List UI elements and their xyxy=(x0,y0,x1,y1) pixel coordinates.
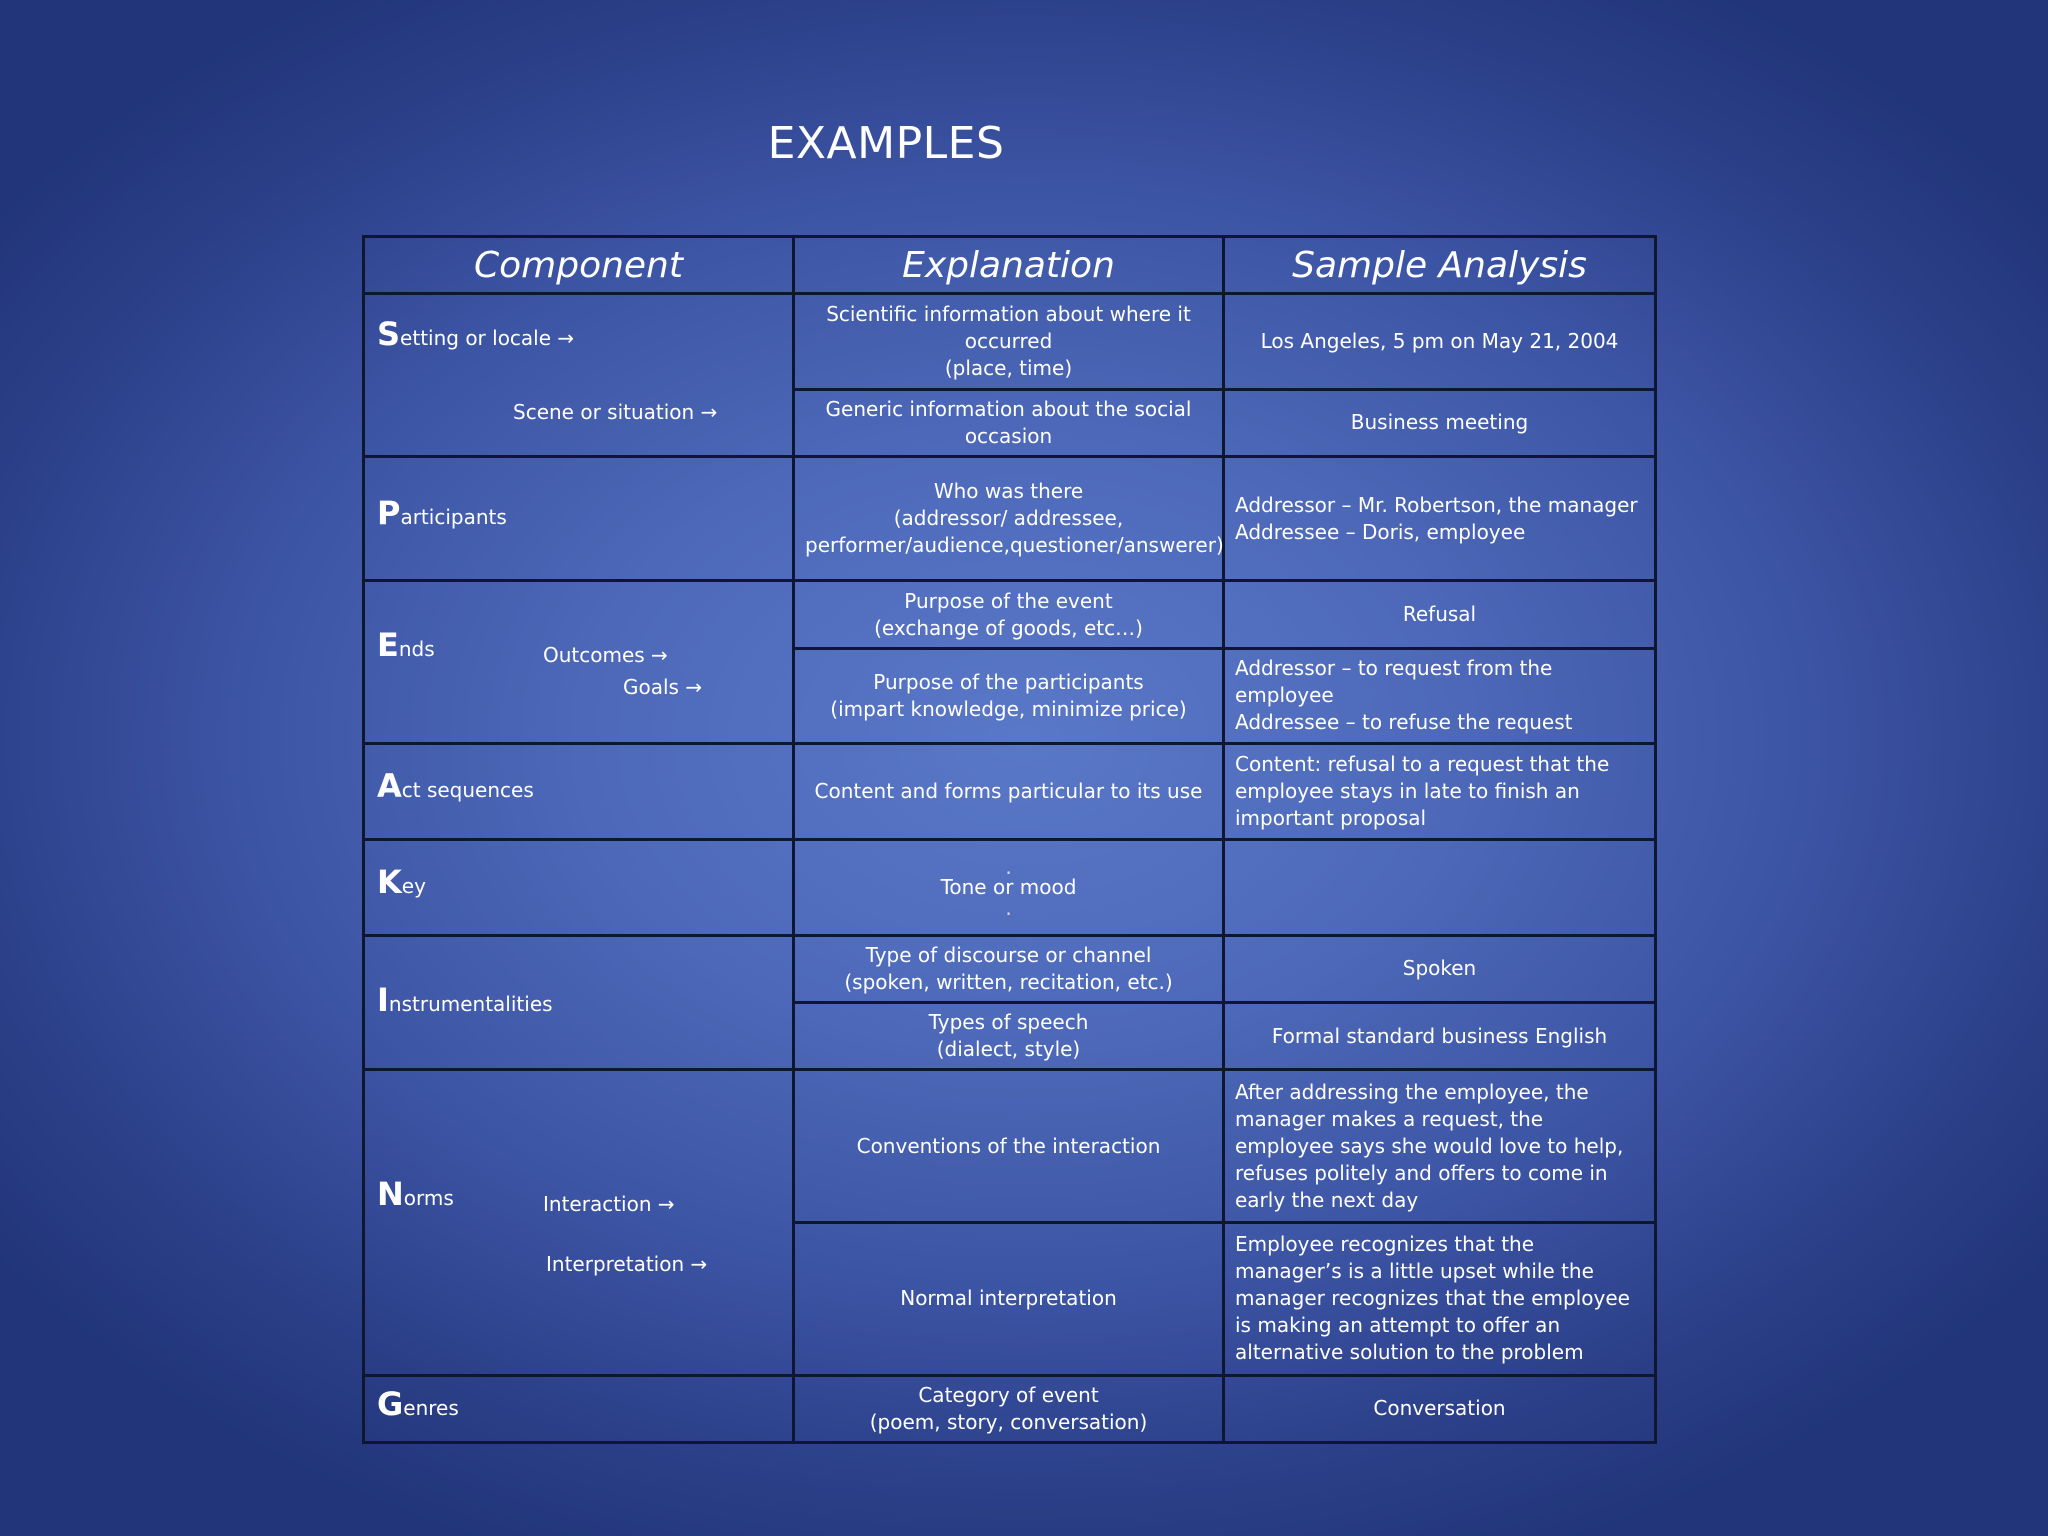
explanation-key-text: Tone or mood xyxy=(940,875,1077,900)
slide-title: EXAMPLES xyxy=(767,118,1005,169)
explanation-norms-interpretation: Normal interpretation xyxy=(794,1223,1224,1376)
explanation-ends-outcomes: Purpose of the event (exchange of goods, etc…) xyxy=(794,581,1224,648)
sample-setting: Los Angeles, 5 pm on May 21, 2004 xyxy=(1224,294,1656,389)
component-act-label: Act sequences xyxy=(377,767,534,806)
component-interpretation-label: Interpretation → xyxy=(546,1252,708,1277)
header-explanation: Explanation xyxy=(794,237,1224,294)
component-interaction-label: Interaction → xyxy=(543,1192,675,1217)
sample-act-sequences: Content: refusal to a request that the employee stays in late to finish an important proposal xyxy=(1224,744,1656,840)
component-genres-label: Genres xyxy=(377,1384,459,1423)
component-participants xyxy=(364,456,794,581)
component-key xyxy=(364,840,794,935)
sample-scene: Business meeting xyxy=(1224,389,1656,456)
explanation-ends-goals: Purpose of the participants (impart knowledge, minimize price) xyxy=(794,648,1224,743)
table-row-act-sequences xyxy=(364,744,1656,840)
explanation-instrumentalities-channel: Type of discourse or channel (spoken, written, recitation, etc.) xyxy=(794,935,1224,1002)
examples-table xyxy=(362,235,1657,1444)
explanation-act-sequences: Content and forms particular to its use xyxy=(794,744,1224,840)
component-outcomes-label: Outcomes → xyxy=(543,643,668,668)
component-instrumentalities-label: Instrumentalities xyxy=(377,980,553,1019)
explanation-norms-interaction: Conventions of the interaction xyxy=(794,1070,1224,1223)
sample-genres: Conversation xyxy=(1224,1375,1656,1442)
table-row-participants xyxy=(364,456,1656,581)
component-genres xyxy=(364,1375,794,1442)
table-row-genres xyxy=(364,1375,1656,1442)
sample-participants: Addressor – Mr. Robertson, the manager Addressee – Doris, employee xyxy=(1224,456,1656,581)
sample-key xyxy=(1224,840,1656,935)
sample-instrumentalities-speech: Formal standard business English xyxy=(1224,1003,1656,1070)
key-dot-top: . xyxy=(1005,855,1012,880)
sample-norms-interaction: After addressing the employee, the manager makes a request, the employee says she would love to help, refuses politely and offers to come in early the next day xyxy=(1224,1070,1656,1223)
explanation-setting xyxy=(794,294,1224,389)
explanation-setting-text: Scientific information about where it occurred (place, time) xyxy=(826,301,1191,380)
component-goals-label: Goals → xyxy=(623,675,703,700)
sample-instrumentalities-channel: Spoken xyxy=(1224,935,1656,1002)
table-row-ends-outcomes xyxy=(364,581,1656,648)
explanation-genres: Category of event (poem, story, conversation) xyxy=(794,1375,1224,1442)
header-row xyxy=(364,237,1656,294)
component-participants-label: Participants xyxy=(377,493,507,532)
component-scene-label: Scene or situation → xyxy=(513,400,718,425)
table-row-norms-interaction xyxy=(364,1070,1656,1223)
explanation-participants: Who was there (addressor/ addressee, performer/audience,questioner/answerer) xyxy=(794,456,1224,581)
header-component: Component xyxy=(364,237,794,294)
component-ends xyxy=(364,581,794,744)
component-ends-label: Ends xyxy=(377,626,435,665)
speaking-model-table xyxy=(362,235,1654,1444)
sample-ends-goals: Addressor – to request from the employee Addressee – to refuse the request xyxy=(1224,648,1656,743)
key-dot-bottom: . xyxy=(1005,896,1012,921)
component-setting-label: Setting or locale → xyxy=(377,315,575,354)
header-sample-analysis: Sample Analysis xyxy=(1224,237,1656,294)
component-key-label: Key xyxy=(377,863,426,902)
component-norms xyxy=(364,1070,794,1375)
explanation-key xyxy=(794,840,1224,935)
sample-norms-interpretation: Employee recognizes that the manager’s is a little upset while the manager recognizes that the employee is making an attempt to offer an alternative solution to the problem xyxy=(1224,1223,1656,1376)
sample-ends-outcomes: Refusal xyxy=(1224,581,1656,648)
explanation-instrumentalities-speech: Types of speech (dialect, style) xyxy=(794,1003,1224,1070)
table-row-instrumentalities-channel xyxy=(364,935,1656,1002)
component-norms-label: Norms xyxy=(377,1175,454,1214)
table-row-setting xyxy=(364,294,1656,389)
explanation-scene: Generic information about the social occasion xyxy=(794,389,1224,456)
component-setting xyxy=(364,294,794,457)
component-instrumentalities xyxy=(364,935,794,1070)
component-act-sequences xyxy=(364,744,794,840)
table-row-key xyxy=(364,840,1656,935)
